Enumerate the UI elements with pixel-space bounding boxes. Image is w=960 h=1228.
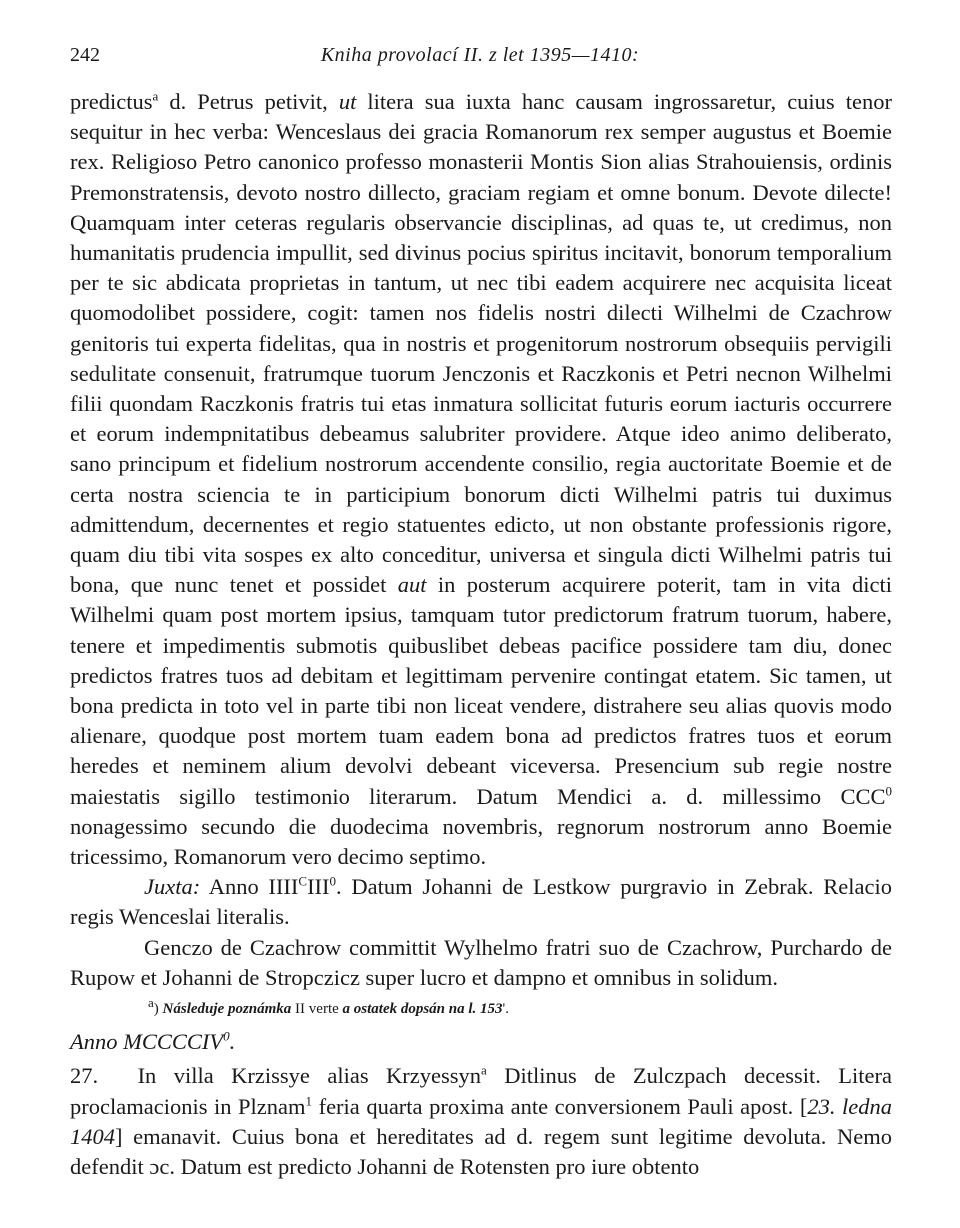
- footnote-marker: a: [148, 995, 154, 1011]
- page-number: 242: [70, 44, 100, 66]
- text-run: In villa Krzissye alias Krzyessyn: [120, 1063, 482, 1089]
- text-run: d. Petrus petivit,: [158, 89, 339, 114]
- entry-number: 27.: [70, 1063, 99, 1089]
- paragraph-genczo: Genczo de Czachrow committit Wylhelmo fratri suo de Czachrow, Purchardo de Rupow et Johanni de Stropczicz super lucro et dampno et omnibus in solidum.: [70, 934, 892, 990]
- text-run: II verte: [291, 1001, 343, 1018]
- page-body: [70, 87, 892, 1182]
- text-run: ] emanavit. Cuius bona et hereditates ad d. regem sunt legitime devoluta. Nemo defendit ɔc. Datum est predicto Johanni de Rotensten pro iure obtento: [70, 1123, 892, 1179]
- footnote-marker: 1: [305, 1093, 313, 1108]
- superscript: 0: [885, 783, 892, 799]
- text-run: ): [153, 1001, 163, 1018]
- text-run: Anno MCCCCIV: [70, 1029, 224, 1055]
- italic-text: Juxta:: [144, 874, 201, 900]
- italic-text: Následuje poznámka: [162, 1001, 292, 1018]
- page-header: [70, 44, 890, 72]
- paragraph-juxta: [70, 872, 892, 932]
- footnote-marker: a: [152, 88, 159, 104]
- italic-text: a ostatek dopsán na l. 153: [342, 1001, 503, 1018]
- text-run: litera sua iuxta hanc causam ingrossaretur, cuius tenor sequitur in hec verba: Wenceslaus dei gracia Romanorum rex semper augustus et Boemie rex. Religioso Petro canonico professo monasterii Montis Sion alias Strahouiensis, ordinis Premonstratensis, devoto nostro dillecto, graciam regiam et omne bonum. Devote dilecte! Quamquam inter ceteras regularis observancie disciplinas, ad quas te, ut credimus, non humanitatis prudencia impullit, sed divinus pocius spiritus incitavit, bonorum temporalium per te sic abdicata proprietas in tantum, ut nec tibi eadem acquirere nec acquisita liceat quomodolibet possidere, cogit: tamen nos fidelis nostri dilecti Wilhelmi de Czachrow genitoris tui experta fidelitas, qua in nostris et progenitorum nostrorum obsequiis pervigili sedulitate consenuit, fratrumque tuorum Jenczonis et Raczkonis et Petri necnon Wilhelmi filii quondam Raczkonis fratris tui etas inmatura sollicitat futuris eorum iacturis occurrere et eorum indempnitatibus debeamus salubriter providere. Atque ideo animo deliberato, sano principum et fidelium nostrorum accendente consilio, regia auctoritate Boemie et de certa nostra sciencia te in participium bonorum dicti Wilhelmi patris tui duximus admittendum, decernentes et regio statuentes edicto, ut non obstante professionis rigore, quam diu tibi vita sospes ex alto conceditur, universa et singula dicti Wilhelmi patris tui bona, que nunc tenet et possidet: [70, 89, 892, 598]
- text-run: nonagessimo secundo die duodecima novembris, regnorum nostrorum anno Boemie tricessimo, Romanorum vero decimo septimo.: [70, 813, 892, 870]
- text-run: predictus: [70, 89, 153, 114]
- footnote: [148, 997, 892, 1021]
- text-run: Ditlinus de Zulczpach decessit. Litera proclamacionis in Plznam: [70, 1063, 893, 1119]
- italic-date: 23. ledna 1404: [70, 1093, 892, 1149]
- paragraph-charter: [70, 87, 892, 872]
- footnote-marker: a: [481, 1062, 487, 1078]
- text-run: Anno IIII: [200, 874, 299, 900]
- text-run: in posterum acquirere poterit, tam in vita dicti Wilhelmi quam post mortem ipsius, tamquam tutor predictorum fratrum tuorum, habere, tenere et impedimentis submotis quibuslibet debeas pacifice possidere tam diu, donec predictos fratres tuos ad debitam et legittimam pervenire contingat etatem. Sic tamen, ut bona predicta in toto vel in parte tibi non liceat vendere, distrahere seu alias quovis modo alienare, quodque post mortem tuam eadem bona ad predictos fratres tuos et eorum heredes et neminem alium devolvi debeant viceversa. Presencium sub regie nostre maiestatis sigillo testimonio literarum. Datum Mendici a. d. millessimo CCC: [70, 572, 892, 809]
- text-run: . Datum Johanni de Lestkow purgravio in Zebrak. Relacio regis Wenceslai literalis.: [70, 874, 892, 930]
- superscript: C: [298, 873, 308, 889]
- text-run: .: [229, 1029, 236, 1055]
- text-run: feria quarta proxima ante conversionem Pauli apost. [: [312, 1093, 808, 1119]
- text-run: III: [307, 874, 330, 900]
- italic-text: aut: [397, 572, 427, 598]
- italic-text: ut: [338, 89, 357, 114]
- superscript: 0: [329, 873, 337, 889]
- year-heading: [70, 1027, 892, 1057]
- text-run: '.: [502, 1001, 509, 1018]
- superscript: 0: [223, 1028, 230, 1044]
- running-title: Kniha provolací II. z let 1395—1410:: [320, 44, 640, 66]
- paragraph-entry-27: [70, 1061, 892, 1182]
